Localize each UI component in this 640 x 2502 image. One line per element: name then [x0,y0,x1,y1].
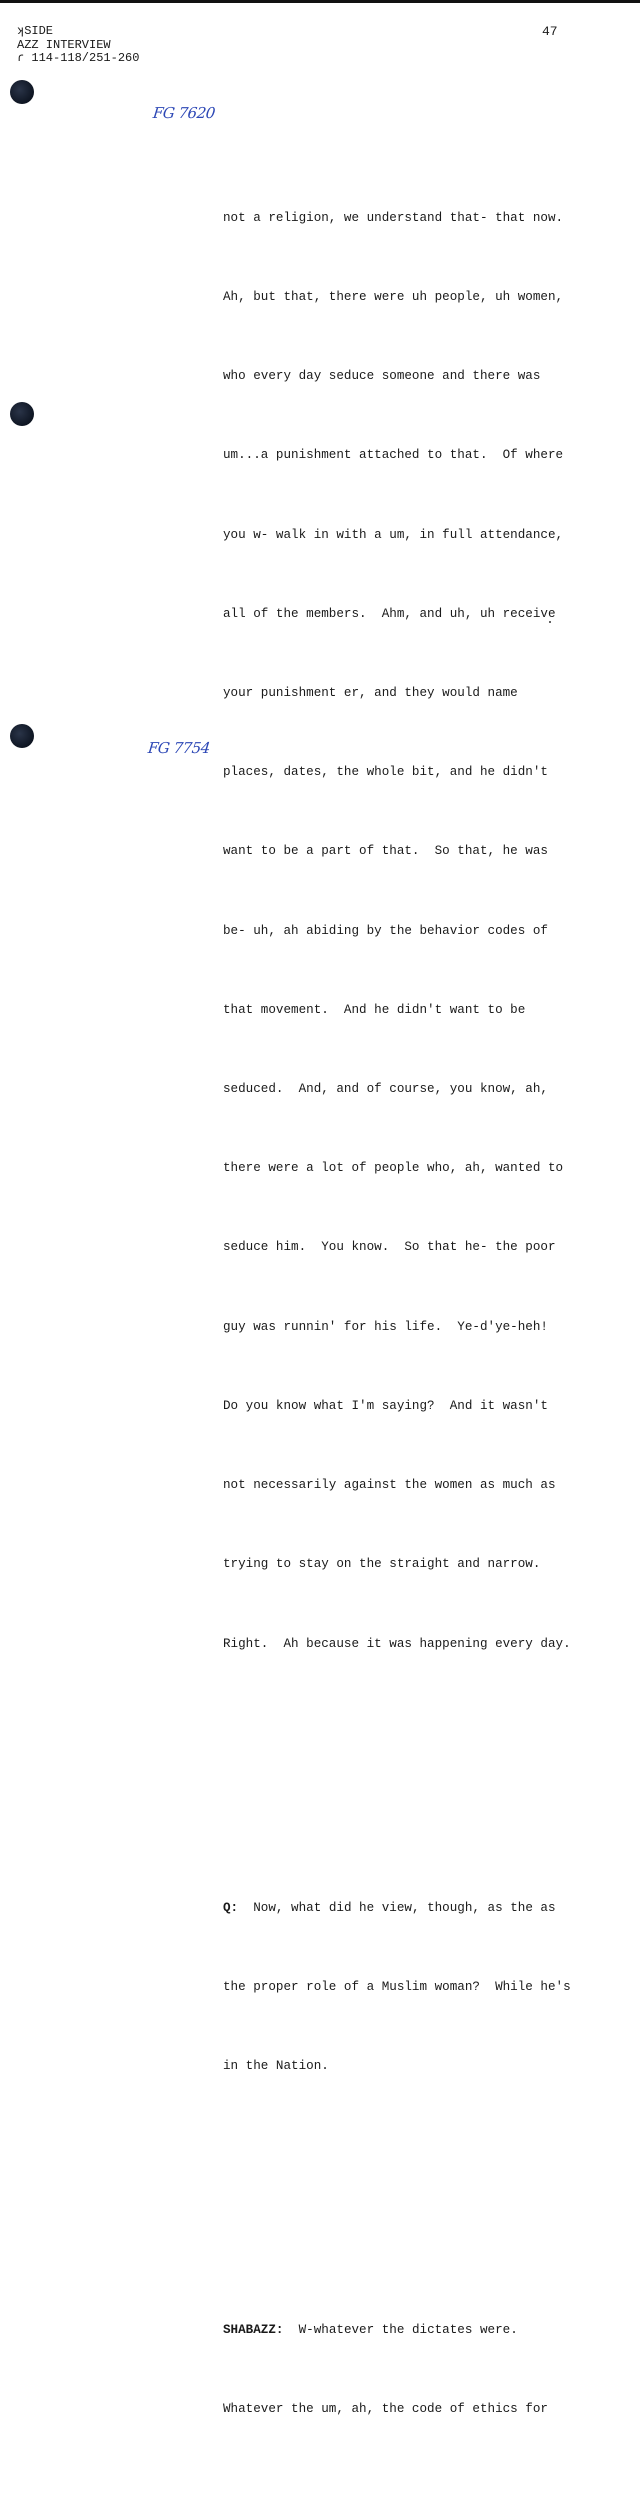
binder-hole-top [10,80,34,104]
text-line: seduce him. You know. So that he- the poor [223,1240,556,1255]
header-line-1: ʞSIDE [17,24,54,38]
answer-line: W-whatever the dictates were. [298,2323,518,2338]
binder-hole-middle [10,402,34,426]
handwritten-annotation-2: FG 7754 [147,739,211,757]
text-line: be- uh, ah abiding by the behavior codes of [223,923,548,938]
text-line: you w- walk in with a um, in full attendance, [223,527,564,542]
text-line: guy was runnin' for his life. Ye-d'ye-heh! [223,1319,548,1334]
speaker-label-q: Q: [223,1900,239,1915]
text-line [223,1895,583,1921]
answer-block [223,2264,583,2475]
binder-hole-bottom [10,724,34,748]
scan-speck [549,621,551,623]
paragraph-1 [223,152,583,1710]
text-line: there were a lot of people who, ah, wanted to [223,1161,564,1176]
text-line: Ah, but that, there were uh people, uh women, [223,289,564,304]
question-line: Now, what did he view, though, as the as [253,1900,556,1915]
text-line: seduced. And, and of course, you know, ah, [223,1082,548,1097]
question-block [223,1842,583,2132]
text-line: places, dates, the whole bit, and he didn't [223,765,548,780]
text-line: not necessarily against the women as much as [223,1478,556,1493]
text-line: the proper role of a Muslim woman? While he's [223,1979,571,1994]
text-line: um...a punishment attached to that. Of where [223,448,564,463]
text-line: your punishment er, and they would name [223,685,518,700]
text-line: not a religion, we understand that- that now. [223,210,564,225]
text-line: Right. Ah because it was happening every day. [223,1636,571,1651]
text-line: all of the members. Ahm, and uh, uh receive [223,606,556,621]
text-line: who every day seduce someone and there was [223,369,541,384]
top-edge-rule [0,0,640,3]
handwritten-annotation-1: FG 7620 [152,104,216,122]
text-line: Do you know what I'm saying? And it wasn't [223,1398,548,1413]
paragraph-gap [223,2185,583,2211]
text-line: want to be a part of that. So that, he was [223,844,548,859]
transcript-body [223,99,583,2502]
text-line [223,2317,583,2343]
speaker-label-shabazz: SHABAZZ: [223,2323,284,2338]
text-line: trying to stay on the straight and narrow. [223,1557,541,1572]
paragraph-gap [223,1763,583,1789]
text-line: Whatever the um, ah, the code of ethics for [223,2402,548,2417]
header-line-2: AZZ INTERVIEW [17,37,111,52]
header-line-3: ɾ 114-118/251-260 [17,51,140,65]
page-number: 47 [542,24,558,39]
running-header [17,25,139,66]
text-line: in the Nation. [223,2059,329,2074]
text-line: that movement. And he didn't want to be [223,1002,526,1017]
